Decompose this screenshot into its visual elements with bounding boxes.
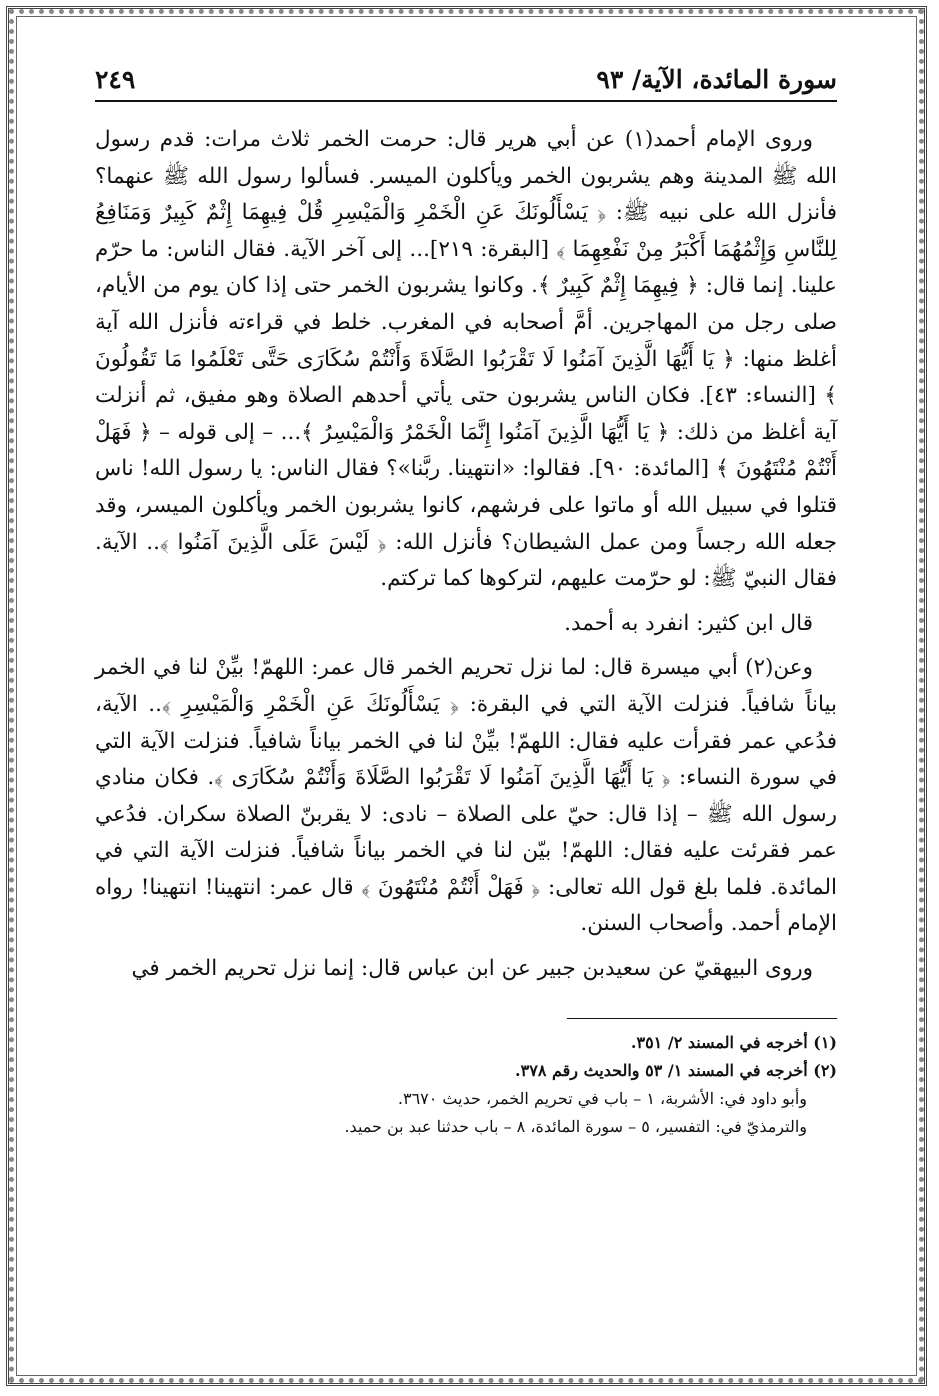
footnote-2: (٢) أخرجه في المسند ١/ ٥٣ والحديث رقم ٣٧٨. (515, 1060, 837, 1080)
footnotes (95, 1029, 837, 1141)
page-number: ٢٤٩ (95, 65, 136, 94)
paragraph-4: وروى البيهقيّ عن سعيدبن جبير عن ابن عباس قال: إنما نزل تحريم الخمر في (131, 956, 813, 982)
paragraph-2: قال ابن كثير: انفرد به أحمد. (564, 610, 813, 636)
main-text (95, 122, 837, 988)
header-title: سورة المائدة، الآية/ ٩٣ (596, 65, 837, 94)
book-page (95, 62, 837, 1141)
running-header (95, 62, 837, 102)
footnote-2-continuation-2: والترمذيّ في: التفسير، ٥ – سورة المائدة، ٨ – باب حدثنا عبد بن حميد. (344, 1116, 807, 1136)
paragraph-3: وعن(٢) أبي ميسرة قال: لما نزل تحريم الخمر قال عمر: اللهمّ! بيِّنْ لنا في الخمر بياناً شافياً. فنزلت الآية التي في البقرة: ﴿ يَسْأَلُونَكَ عَنِ الْخَمْرِ وَالْمَيْسِرِ ﴾.. الآية، فدُعي عمر فقرأت عليه فقال: اللهمّ! بيِّنْ لنا في الخمر بياناً شافياً. فنزلت الآية التي في سورة النساء: ﴿ يَا أَيُّهَا الَّذِينَ آمَنُوا لَا تَقْرَبُوا الصَّلَاةَ وَأَنْتُمْ سُكَارَى ﴾. فكان منادي رسول الله ﷺ – إذا قال: حيّ على الصلاة – نادى: لا يقربنّ الصلاة سكران. فدُعي عمر فقرئت عليه فقال: اللهمّ! بيّن لنا في الخمر بياناً شافياً. فنزلت الآية التي في المائدة. فلما بلغ قول الله تعالى: ﴿ فَهَلْ أَنْتُمْ مُنْتَهُونَ ﴾ قال عمر: انتهينا! انتهينا! رواه الإمام أحمد. وأصحاب السنن. (95, 655, 837, 937)
paragraph-1: وروى الإمام أحمد(١) عن أبي هرير قال: حرمت الخمر ثلاث مرات: قدم رسول الله ﷺ المدينة وهم يشربون الخمر ويأكلون الميسر. فسألوا رسول الله ﷺ عنهما؟ فأنزل الله على نبيه ﷺ: ﴿ يَسْأَلُونَكَ عَنِ الْخَمْرِ وَالْمَيْسِرِ قُلْ فِيهِمَا إِثْمٌ كَبِيرٌ وَمَنَافِعُ لِلنَّاسِ وَإِثْمُهُمَا أَكْبَرُ مِنْ نَفْعِهِمَا ﴾ [البقرة: ٢١٩]... إلى آخر الآية. فقال الناس: ما حرّم علينا. إنما قال: ﴿ فِيهِمَا إِثْمٌ كَبِيرٌ ﴾. وكانوا يشربون الخمر حتى إذا كان يوم من الأيام، صلى رجل من المهاجرين. أمَّ أصحابه في المغرب. خلط في قراءته فأنزل الله آية أغلظ منها: ﴿ يَا أَيُّهَا الَّذِينَ آمَنُوا لَا تَقْرَبُوا الصَّلَاةَ وَأَنْتُمْ سُكَارَى حَتَّى تَعْلَمُوا مَا تَقُولُونَ ﴾ [النساء: ٤٣]. فكان الناس يشربون حتى يأتي أحدهم الصلاة وهو مفيق، ثم أنزلت آية أغلظ من ذلك: ﴿ يَا أَيُّهَا الَّذِينَ آمَنُوا إِنَّمَا الْخَمْرُ وَالْمَيْسِرُ ﴾... – إلى قوله – ﴿ فَهَلْ أَنْتُمْ مُنْتَهُونَ ﴾ [المائدة: ٩٠]. فقالوا: «انتهينا. ربَّنا»؟ فقال الناس: يا رسول الله! ناس قتلوا في سبيل الله أو ماتوا على فرشهم، كانوا يشربون الخمر ويأكلون الميسر، وقد جعله الله رجساً ومن عمل الشيطان؟ فأنزل الله: ﴿ لَيْسَ عَلَى الَّذِينَ آمَنُوا ﴾.. الآية. فقال النبيّ ﷺ: لو حرّمت عليهم، لتركوها كما تركتم. (95, 127, 837, 592)
footnote-separator (567, 1018, 837, 1019)
footnote-1: (١) أخرجه في المسند ٢/ ٣٥١. (630, 1032, 837, 1052)
footnote-2-continuation-1: وأبو داود في: الأشربة، ١ – باب في تحريم الخمر، حديث ٣٦٧٠. (397, 1088, 807, 1108)
